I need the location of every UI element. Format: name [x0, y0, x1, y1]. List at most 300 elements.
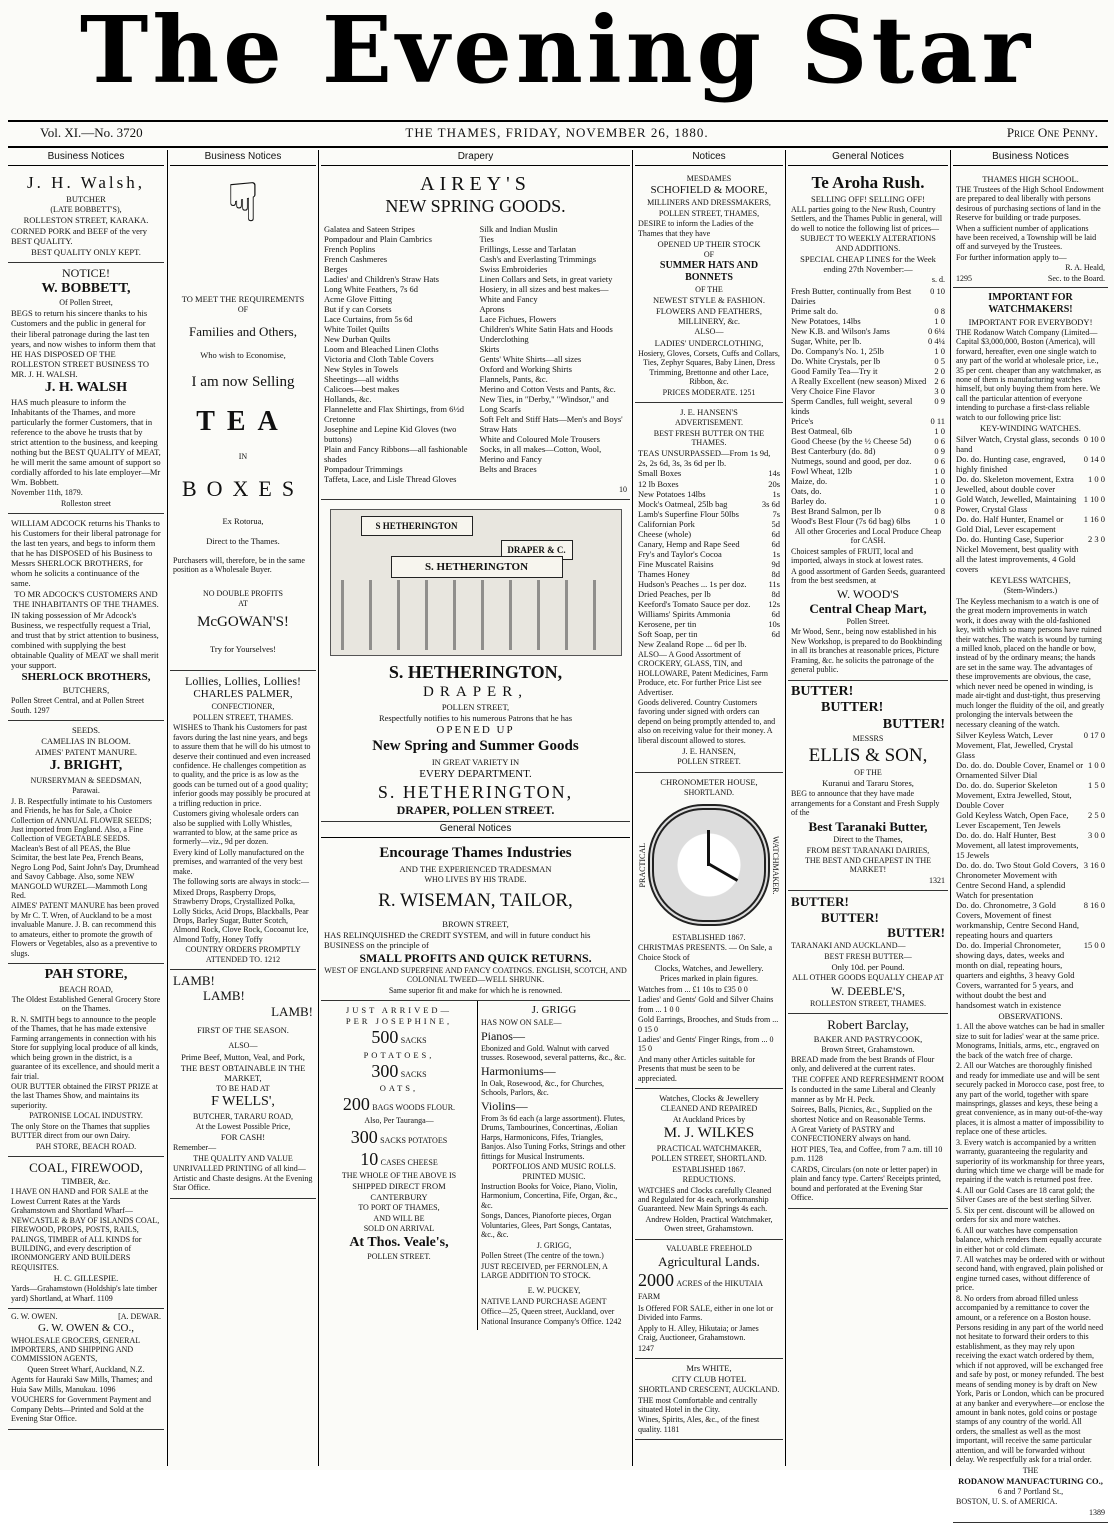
ad-text: CORNED PORK and BEEF of the very BEST QUALITY. [11, 226, 147, 247]
column-1 [8, 150, 164, 1466]
list-item: Ladies' and Children's Straw Hats [324, 273, 439, 284]
ad-text: 8. No orders from abroad filled unless accompanied by a remittance to cover the amount, or a reference on a Boston house. [956, 1293, 1091, 1322]
ad-heading: BUTTER! [882, 716, 945, 732]
volume-number: Vol. XI.—No. 3720 [40, 125, 143, 140]
ellis-son-butter-ad [788, 681, 948, 892]
ad-heading: J. H. Walsh, [27, 172, 145, 192]
list-item: Hollands, &c. [324, 393, 372, 404]
list-item: Hosiery, in all sizes and best makes—White and Fancy [479, 283, 609, 304]
price-row [638, 499, 780, 509]
column-header: General Notices [321, 822, 630, 838]
ad-text: Apply to H. Alley, Hikutaia; or James Craig, Auctioneer, Grahamstown. [638, 1323, 759, 1343]
ad-text: THE BEST OBTAINABLE IN THE MARKET, [180, 1062, 306, 1083]
ad-heading: NOTICE! [62, 266, 110, 281]
ad-text: 1. All the above watches can be had in smaller size to suit for ladies' wear at the same price. Monograms, Initials, arms, etc., engraved on the back of the watch free of charge. [956, 1022, 1105, 1060]
price-item: Oats, do. [791, 485, 822, 496]
ad-text: R. N. SMITH begs to announce to the people of the Thames, that he has made extensive Farming arrangements in connection with his Store for supplying local produce of all kinds, which being grown in the district, is a guarantee of its excellence, and should merit a fair trial. [11, 1014, 160, 1081]
chronometer-house-ad [635, 773, 783, 1090]
price-row [791, 346, 945, 356]
ad-text: SPECIAL CHEAP LINES for the Week ending 27th November:— [800, 254, 936, 275]
price-value: 0 8 [934, 505, 945, 516]
ad-text: Prime Beef, Mutton, Veal, and Pork, [181, 1051, 305, 1062]
adcock-notice [8, 514, 164, 721]
price-item: Best Canterbury (do. 8d) [791, 445, 876, 456]
price-item: New Zealand Rope ... 6d per lb. [638, 638, 747, 649]
ad-text: IN taking possession of Mr Adcock's Business, we respectfully request a Trial, and trust that by strict attention to business, combined with supplying the best obtainable Quality of MEAT we shall merit your support. [11, 610, 159, 671]
price-row [956, 780, 1105, 810]
list-item: New Styles in Towels [324, 363, 399, 374]
ad-text: POTATOES, [363, 1049, 435, 1060]
price-row [791, 486, 945, 496]
keyless-price-list [956, 730, 1105, 1010]
column-header: Business Notices [170, 150, 316, 166]
price-item: New Potatoes 14lbs [638, 488, 706, 499]
price-item: Silver Watch, Crystal glass, seconds hand [956, 434, 1079, 455]
list-item: Plain and Fancy Ribbons—all fashionable shades [324, 443, 468, 464]
list-item: Cash's and Everlasting Trimmings [479, 253, 597, 264]
ad-text: (LATE BOBBETT'S), [50, 204, 122, 214]
column-header: Drapery [321, 150, 630, 166]
price-item: Soft Soap, per tin [638, 628, 698, 639]
ad-text: At Auckland Prices by [672, 1114, 746, 1124]
ad-heading: LAMB! [271, 1003, 313, 1019]
ad-heading: Lollies, Lollies, Lollies! [185, 674, 301, 689]
list-item: Cretonne [324, 413, 356, 424]
ad-text: The following sorts are always in stock:— [173, 877, 309, 887]
ad-text: 200 [342, 1093, 370, 1114]
list-item: Lace Curtains, from 5s 6d [324, 313, 413, 324]
ad-text: EVERY DEPARTMENT. [419, 768, 532, 781]
ad-text: FIRST OF THE SEASON. [197, 1025, 289, 1036]
ad-heading: F WELLS', [211, 1094, 275, 1110]
price-value: 1 0 [934, 465, 945, 476]
issue-line [0, 122, 1114, 144]
ad-text: HOT PIES, Tea, and Coffee, from 7 a.m. till 10 p.m. 1128 [791, 1144, 943, 1164]
ad-text: Is Offered FOR SALE, either in one lot or Divided into Farms. [638, 1303, 774, 1323]
ad-text: 2. All our Watches are thoroughly finished and ready for immediate use and will be sent securely packed in Morocco case, post free, to any part of the world, together with spare mainsprings, glasses and keys, these being a great convenience, as in many out-of-the-way places, it is almost a matter of impossibility to replace one of these articles. [956, 1061, 1105, 1137]
price-row [791, 396, 945, 416]
ad-heading: S. HETHERINGTON, [388, 662, 563, 683]
price-value: 1 0 0 [1088, 760, 1105, 771]
mcgowan-tea-ad [170, 170, 316, 671]
list-item: Victoria and Cloth Table Covers [324, 353, 434, 364]
price-row [638, 489, 780, 499]
list-item: French Poplins [324, 243, 376, 254]
ad-text: PRICES MODERATE. 1251 [662, 387, 756, 397]
price-row [956, 454, 1105, 474]
ad-text: NURSERYMAN & SEEDSMAN, [30, 775, 142, 785]
ad-heading: Robert Barclay, [827, 1017, 909, 1033]
ad-text: PATRONISE LOCAL INDUSTRY. [29, 1111, 143, 1121]
column-header: Notices [635, 150, 783, 166]
list-item: Taffeta, Lace, and Lisle Thread Gloves [324, 474, 457, 485]
price-item: Do. White Crystals, per lb [791, 355, 881, 366]
price-value: 7s [772, 508, 780, 519]
price-item: Gold Keyless Watch, Open Face, Lever Escapement, Ten Jewels [956, 810, 1069, 831]
ad-heading: Agricultural Lands. [658, 1254, 760, 1270]
price-row [638, 509, 780, 519]
price-item: Best Brand Salmon, per lb [791, 505, 881, 516]
ad-text: J. GRIGG, [536, 1240, 572, 1250]
ad-text: SUMMER HATS AND BONNETS [659, 260, 759, 284]
price-value [776, 639, 780, 649]
price-item: Fry's and Taylor's Cocoa [638, 548, 722, 559]
te-aroha-rush-ad [788, 170, 948, 681]
price-value: 1s [772, 488, 780, 499]
price-row [638, 639, 780, 649]
price-item: Canary, Hemp and Rape Seed [638, 538, 740, 549]
list-item: Pompadour and Plain Cambrics [324, 233, 432, 244]
list-item: Long White Feathers, 7s 6d [324, 283, 419, 294]
ad-text: THE BEST AND CHEAPEST IN THE MARKET! [804, 855, 931, 875]
ad-text: s. d. [931, 275, 945, 285]
list-item: Underclothing [479, 333, 529, 344]
ad-heading: J. H. WALSH [44, 379, 128, 395]
ad-text: FOR CASH! [220, 1132, 266, 1143]
price-item: Wood's Best Flour (7s 6d bag) 6lbs [791, 515, 911, 526]
ad-text: PRACTICAL [638, 842, 647, 888]
price-row [956, 730, 1105, 760]
column-rule [318, 150, 319, 1466]
price-item: Williams' Spirits Ammonia [638, 608, 731, 619]
hansen-ad [635, 403, 783, 772]
list-item: Children's White Satin Hats and Hoods [479, 323, 613, 334]
ad-text: For further information apply to— [956, 252, 1067, 262]
hikutaia-land-ad [635, 1240, 783, 1359]
ad-text: November 11th, 1879. [11, 488, 83, 498]
ad-text: THE Trustees of the High School Endowment are prepared to deal liberally with persons desirous of purchasing sections of land in the Reserve for building or trade purposes. [956, 184, 1104, 223]
price-row [956, 760, 1105, 780]
list-item: Swiss Embroideries [479, 263, 548, 274]
price-value: 0 17 0 [1083, 729, 1105, 740]
ad-text: SELLING OFF! SELLING OFF! [810, 193, 926, 204]
price-value: 1 10 0 [1083, 494, 1105, 505]
price-row [956, 534, 1105, 574]
ad-heading: Encourage Thames Industries [379, 845, 572, 862]
ad-heading: DRAPER, [423, 683, 528, 700]
ad-heading: McGOWAN'S! [197, 614, 289, 631]
ad-text: POLLEN STREET, [441, 702, 510, 713]
wiseman-tailor-ad [321, 842, 630, 1001]
price-row [638, 559, 780, 569]
column-rule [167, 150, 168, 1466]
column-5 [788, 150, 948, 1466]
ad-text: TARANAKI AND AUCKLAND— [791, 941, 906, 951]
list-item: Lace Fichues, Flowers [479, 313, 557, 324]
price-row [791, 306, 945, 316]
ad-text: ALSO— [228, 1041, 258, 1051]
grocery-price-list [791, 286, 945, 526]
ad-heading: BUTTER! [887, 924, 945, 940]
clock-face-icon [648, 804, 770, 926]
ad-text: BEG to announce that they have made arrangements for a Constant and Fresh Supply of the [791, 789, 940, 818]
ad-text: OF [703, 249, 715, 259]
ad-heading: BUTTER! [791, 894, 849, 910]
price-item: Fresh Butter, continually from Best Dairies [791, 285, 912, 306]
ad-text: 6 and 7 Portland St., [997, 1487, 1064, 1497]
ad-text: OF THE [854, 768, 882, 778]
price-row [638, 619, 780, 629]
ad-text: Ladies' and Gents' Gold and Silver Chains from ... 1 0 0 [638, 995, 774, 1014]
ad-text: 2000 [638, 1270, 674, 1291]
price-row [791, 336, 945, 346]
price-item: Do. do. Hunting case, engraved, highly finished [956, 454, 1066, 475]
ad-text: R. A. Heald, [1065, 263, 1105, 273]
list-item: Gents' White Shirts—all sizes [479, 353, 582, 364]
list-item: Socks, in all makes—Cotton, Wool, Merino and Fancy [479, 443, 602, 464]
column-rule [950, 150, 951, 1466]
ad-text: BAGS WOODS FLOUR. [372, 1102, 456, 1112]
price-value: 8 16 0 [1083, 900, 1105, 911]
ad-text: Mixed Drops, Raspberry Drops, Strawberry Drops, Crystallized Polka, Lolly Sticks, Acid Drops, Blackballs, Pear Drops, Barley Sugar, Butter Scotch, Almond Rock, Clove Rock, Cocoanut Ice, Almond Toffy, Honey Toffy [173, 887, 309, 944]
ad-text: LADIES' UNDERCLOTHING, [654, 337, 764, 348]
veale-ad [321, 1001, 478, 1330]
list-item: Acme Glove Fitting [324, 293, 392, 304]
ad-text: CHRISTMAS PRESENTS. — On Sale, a Choice Stock of [638, 943, 773, 962]
ad-text: JUST RECEIVED, per FERNOLEN, A LARGE ADDITION TO STOCK. [480, 1261, 608, 1280]
ad-text: OATS, [379, 1082, 419, 1093]
ad-text: CITY CLUB HOTEL [671, 1374, 747, 1385]
ad-text: BUTCHER [66, 193, 106, 204]
ad-heading: CAMELIAS IN BLOOM. [41, 736, 131, 747]
price-row [791, 506, 945, 516]
price-item: Dried Peaches, per lb [638, 588, 711, 599]
rodanow-watch-ad [953, 288, 1108, 1523]
price-item: New K.B. and Wilson's Jams [791, 325, 890, 336]
price-row [638, 609, 780, 619]
price-value: 0 9 [934, 395, 945, 406]
price-row [956, 810, 1105, 830]
ad-heading: New Spring and Summer Goods [372, 738, 579, 755]
list-item: New Durban Quilts [324, 333, 391, 344]
list-item: French Cashmeres [324, 253, 388, 264]
ad-text: THE [1022, 1465, 1039, 1475]
ad-text: BUTCHER, TARARU ROAD, [192, 1111, 294, 1121]
price-item: Good Family Tea—Try it [791, 365, 878, 376]
price-item: Keeford's Tomato Sauce per doz. [638, 598, 751, 609]
ad-text: 10 [619, 485, 627, 495]
ad-text: OPENED UP [436, 724, 515, 737]
ad-text: Same superior fit and make for which he is renowned. [388, 985, 563, 995]
ad-heading: Best Taranaki Butter, [808, 818, 928, 834]
ad-text: REDUCTIONS. [682, 1175, 736, 1185]
ad-text: Rolleston street [61, 498, 111, 508]
price-item: Do. do. Chronometre, 3 Gold Covers, Movement of finest workmanship, Centre Second Hand, repeating hours and quarters [956, 900, 1079, 941]
ad-text: POLLEN STREET, THAMES. [192, 712, 294, 722]
wilkes-ad [635, 1089, 783, 1240]
price: Price One Penny. [1006, 125, 1098, 140]
ad-text: IN GREAT VARIETY IN [431, 757, 520, 768]
price-item: Kerosene, per tin [638, 618, 697, 629]
price-row [791, 316, 945, 326]
storefront-engraving [330, 509, 622, 656]
ad-text: TO PORT OF THAMES, [358, 1203, 440, 1213]
ad-heading: RODANOW MANUFACTURING CO., [958, 1476, 1103, 1486]
price-value: 11s [768, 578, 780, 589]
ad-text: WHOLESALE GROCERS, GENERAL IMPORTERS, AND SHIPPING AND COMMISSION AGENTS, [11, 1335, 140, 1364]
price-value: 3 0 0 [1088, 830, 1105, 841]
price-item: TEAS UNSURPASSED—From 1s 9d, 2s, 2s 6d, 3s, 3s 6d per lb. [638, 448, 771, 469]
list-item: Frillings, Lesse and Tarlatan [479, 243, 577, 254]
ad-text: Watches from ... £1 10s to £35 0 0 [638, 984, 748, 994]
list-item: Soft Felt and Stiff Hats—Men's and Boys' [479, 413, 623, 424]
drapery-list-left [324, 224, 472, 484]
ad-text: Direct to the Thames. [206, 535, 280, 546]
ad-text: SHORTLAND. [684, 787, 734, 797]
ad-text: PAH STORE, BEACH ROAD. [35, 1141, 137, 1151]
price-row [791, 446, 945, 456]
price-row [791, 456, 945, 466]
ad-text: 1321 [929, 875, 945, 885]
price-row [638, 579, 780, 589]
price-item: Maize, do. [791, 475, 828, 486]
ad-heading: LAMB! [203, 988, 245, 1004]
price-row [956, 860, 1105, 900]
ad-heading: J. E. HANSEN'S [680, 407, 738, 418]
ad-text: ALSO— A Good Assortment of CROCKERY, GLASS, TIN, and HOLLOWARE, Patent Medicines, Farm Produce, etc. For further Price List see Advertiser. [638, 649, 768, 697]
ad-heading: BUTTER! [821, 700, 884, 716]
ad-text: The Oldest Established General Grocery Store on the Thames. [11, 995, 161, 1014]
ad-heading: W. WOOD'S [836, 586, 900, 601]
list-item: Sheetings—all widths [324, 373, 399, 384]
price-value: 0 6 [934, 435, 945, 446]
ad-text: THE Rodanow Watch Company (Limited—Capital $3,000,000, Boston (America), will forward, hereafter, even one single watch to any part of the world at wholesale price, i.e., 35 per cent. cheaper than any watchmaker, as none of them is manufacturing watches himself, but only buying them from here. We call the particular attention of everyone intending to purchase a first-class reliable watch to our following price list: [956, 327, 1102, 422]
ad-text: Sec. to the Board. [1047, 273, 1105, 283]
ad-text: Andrew Holden, Practical Watchmaker, Owen street, Grahamstown. [645, 1214, 773, 1234]
ad-text: Songs, Dances, Pianoforte pieces, Organ Voluntaries, Glees, Part Songs, Cantatas, &c., &c. [480, 1211, 612, 1240]
ad-text: MESDAMES [686, 173, 732, 183]
price-value: 9d [771, 558, 780, 569]
price-row [791, 376, 945, 386]
list-item: Aprons [479, 303, 505, 314]
ad-text: ADVERTISEMENT. [674, 418, 744, 428]
ad-text: BROWN STREET, [442, 918, 509, 929]
ad-heading: Pianos— [480, 1028, 525, 1043]
price-row [791, 466, 945, 476]
ad-text: PRACTICAL WATCHMAKER, [656, 1143, 762, 1153]
ad-text: 500 [371, 1027, 399, 1048]
ad-text: J. E. HANSEN, [682, 746, 736, 757]
ad-text: TIMBER, &c. [61, 1176, 111, 1187]
ad-heading: PAH STORE, [44, 967, 128, 983]
price-item: Fowl Wheat, 12lb [791, 465, 852, 476]
airey-ad [321, 170, 630, 501]
price-value: 1 0 [934, 485, 945, 496]
price-value: 0 10 0 [1083, 434, 1105, 445]
ad-text: WHO LIVES BY HIS TRADE. [424, 874, 527, 884]
ad-heading: Te Aroha Rush. [811, 172, 925, 192]
list-item: Belts and Braces [479, 464, 537, 474]
ad-heading: Families and Others, [189, 324, 297, 340]
price-item: Barley do. [791, 495, 827, 506]
store-sign: S. HETHERINGTON [391, 556, 563, 578]
price-row [638, 629, 780, 639]
ad-text: Who wish to Economise, [200, 349, 286, 360]
ad-text: Goods delivered. Country Customers favoring under signed with orders can depend on being promptly attended to, and also on receiving value for their money. A liberal discount allowed to stores. [638, 697, 776, 745]
price-value: 10s [768, 618, 780, 629]
ad-heading: G. W. OWEN & CO., [38, 1321, 134, 1334]
price-row [638, 599, 780, 609]
price-item: Do. do. Half Hunter, Enamel or Gold Dial, Lever escapement [956, 514, 1064, 535]
ad-text: 300 [371, 1060, 399, 1081]
price-value: 6d [771, 608, 780, 619]
ad-text: OF [237, 304, 249, 314]
ad-text: AIMES' PATENT MANURE has been proved by Mr C. T. Wren, of Auckland to be a most invaluable Manure. J. B. can recommend this to amateurs, either to promote the growth of Flowers or Vegetables, also as a preventive to slugs. [11, 901, 159, 958]
list-item: White Toilet Quilts [324, 323, 390, 334]
price-item: Gold Watch, Jewelled, Maintaining Power, Crystal Glass [956, 494, 1077, 515]
list-item: Pompadour Trimmings [324, 464, 403, 474]
grigg-music-ad [478, 1001, 630, 1330]
store-sign: S HETHERINGTON [361, 516, 473, 536]
price-value: 3 0 [934, 385, 945, 396]
price-value: 2 0 [934, 365, 945, 376]
list-item: Merino and Cotton Vests and Pants, &c. [479, 383, 616, 394]
ad-text: OUR BUTTER obtained the FIRST PRIZE at the last Thames Show, and maintains its superiority. [11, 1081, 158, 1110]
ad-text: Soirees, Balls, Picnics, &c., Supplied on the shortest Notice and on Reasonable Terms. [791, 1105, 933, 1124]
ad-heading: J. GRIGG [531, 1004, 577, 1017]
ad-text: Ebonized and Gold. Walnut with carved trusses. Rosewood, several patterns, &c., &c. [480, 1043, 627, 1063]
ad-heading: At Thos. Veale's, [349, 1234, 449, 1250]
store-sign: DRAPER & C. [501, 540, 573, 560]
ad-text: Ex Rotorua, [222, 515, 264, 526]
price-row [638, 569, 780, 579]
price-value: 0 8 [934, 305, 945, 316]
list-item: Oxford and Working Shirts [479, 363, 572, 374]
ad-text: CANTERBURY [370, 1192, 428, 1203]
bright-seeds-ad [8, 721, 164, 964]
ad-text: All other Groceries and Local Produce Cheap for CASH. [794, 526, 942, 546]
price-item: Silver Keyless Watch, Lever Movement, Flat, Jewelled, Crystal Glass [956, 729, 1074, 761]
price-item: Very Choice Fine Flavor [791, 385, 875, 396]
newspaper-title: The Evening Star [79, 0, 1035, 104]
ad-text: Direct to the Thames, [833, 835, 903, 845]
ad-text: WATCHES and Clocks carefully Cleaned and Regulated for 4s each, workmanship Guaranteed. New Main Springs 4s each. [638, 1185, 772, 1214]
ad-text: BEST QUALITY ONLY KEPT. [31, 247, 141, 258]
price-value [776, 448, 780, 468]
price-row [638, 468, 780, 478]
column-header: Business Notices [8, 150, 164, 166]
price-row [791, 416, 945, 426]
price-item: Thames Honey [638, 568, 690, 579]
list-item: Skirts [479, 343, 500, 354]
price-value: 1 5 0 [1088, 780, 1105, 791]
ad-text: WATCHMAKER. [771, 835, 780, 895]
price-value: 15 0 0 [1083, 940, 1105, 951]
ad-text: 5. Six per cent. discount will be allowed on orders for six and more watches. [956, 1205, 1095, 1225]
ad-text: Brown Street, Grahamstown. [821, 1044, 915, 1054]
ad-text: J. B. Respectfully intimate to his Customers and Friends, he has for Sale, a Choice Collection of ANNUAL FLOWER SEEDS; Just imported from England. Also, a Fine Collection of VEGETABLE SEEDS. Maclean's Best of all PEAS, the Blue Scimitar, the best late Pea, French Beans, Negro Long Pod, Saint John's Day, Drumhead and Savoy Cabbage. Also, some NEW MANGOLD WURZEL—Mammoth Long Red. [11, 796, 160, 901]
ad-text: Respectfully notifies to his numerous Patrons that he has [378, 713, 573, 724]
ad-text: SHIPPED DIRECT FROM [352, 1181, 446, 1192]
ad-heading: Violins— [480, 1098, 528, 1113]
price-row [638, 479, 780, 489]
ad-text: THE WHOLE OF THE ABOVE IS [341, 1170, 457, 1180]
ad-text: Pollen Street Central, and at Pollen Street South. 1297 [11, 696, 145, 715]
price-row [791, 516, 945, 526]
column-header: General Notices [788, 150, 948, 166]
price-value: 20s [768, 478, 780, 489]
deeble-butter-ad [788, 891, 948, 1014]
list-item: Galatea and Sateen Stripes [324, 223, 415, 234]
ad-text: 4. All our Gold Cases are 18 carat gold; the Silver Cases are of the best sterling Silver. [956, 1185, 1095, 1205]
price-value: 0 6 [934, 455, 945, 466]
price-row [956, 494, 1105, 514]
ad-text: FLOWERS AND FEATHERS, MILLINERY, &c. [655, 306, 763, 327]
dateline-rule [8, 146, 1108, 148]
ad-text: Every kind of Lolly manufactured on the premises, and warranted of the very best make. [173, 847, 305, 876]
ad-text: TO MEET THE REQUIREMENTS [181, 293, 305, 304]
price-item: Do. do. Imperial Chronometer, showing days, dates, weeks and month on dial, repeating hours, quarters and eighths, 3 heavy Gold Covers, warranted for 5 years, and without doubt the best and handsomest watch in existence [956, 940, 1075, 1011]
